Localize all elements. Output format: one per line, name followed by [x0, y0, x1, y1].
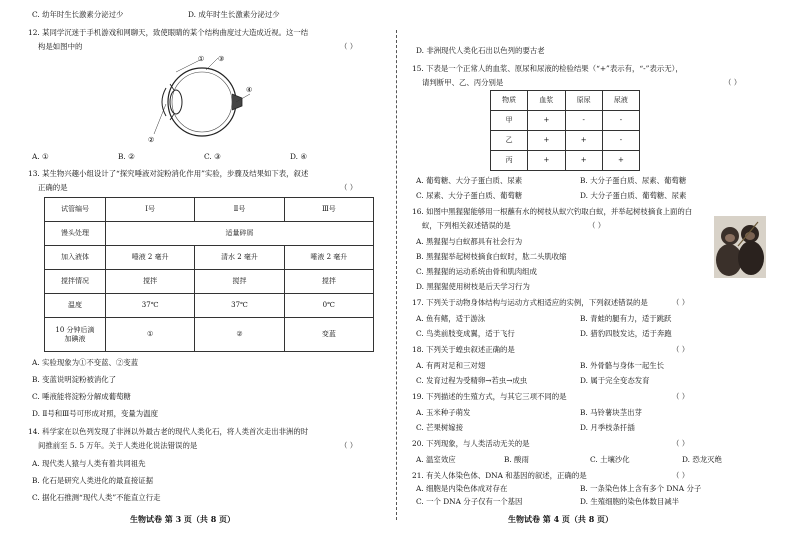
table-cell: ①: [106, 318, 195, 352]
column-divider: [396, 30, 397, 520]
table-header-cell: Ⅲ号: [284, 198, 373, 222]
table-cell: 丙: [491, 151, 528, 171]
table-cell: 馒头处理: [45, 222, 106, 246]
q18-option-d: D. 属于完全变态发育: [580, 376, 650, 385]
table-cell: +: [602, 151, 639, 171]
table-cell: 搅拌: [106, 270, 195, 294]
footer-left-page-number: 生物试卷 第 3 页（共 8 页）: [130, 514, 236, 524]
q17-option-d: D. 猎豹四肢发达，适于奔跑: [580, 329, 672, 338]
q15-option-c: C. 尿素、大分子蛋白质、葡萄糖: [416, 191, 523, 200]
q14-stem-line1: 14. 科学家在以色列发现了非洲以外最古老的现代人类化石，将人类首次走出非洲的时: [28, 427, 309, 436]
chimpanzee-photo: [714, 216, 766, 278]
eye-label-4: ④: [246, 86, 253, 94]
q13-option-c: C. 唾液能将淀粉分解成葡萄糖: [32, 392, 131, 401]
table-header-cell: 尿液: [602, 91, 639, 111]
table-cell: 0℃: [284, 294, 373, 318]
q11-option-d: D. 成年时生长激素分泌过少: [188, 10, 280, 19]
q14-stem-line2: 间推前至 5. 5 万年。关于人类进化说法错误的是: [38, 441, 198, 450]
table-header-cell: Ⅰ号: [106, 198, 195, 222]
table-cell: -: [565, 111, 602, 131]
q17-option-a: A. 鱼有鳍，适于游泳: [416, 314, 486, 323]
eye-label-3: ③: [218, 55, 225, 63]
q12-option-b: B. ②: [118, 152, 135, 161]
q20-option-d: D. 恐龙灭绝: [682, 455, 722, 464]
q12-stem-line1: 12. 某同学沉迷于手机游戏和网聊天，致使眼睛的某个结构曲度过大造成近视。这一结: [28, 28, 309, 37]
q20-option-a: A. 温室效应: [416, 455, 456, 464]
q12-option-d: D. ④: [290, 152, 307, 161]
table-cell-line: 10 分钟后滴: [55, 325, 95, 334]
q21-stem: 21. 有关人体染色体、DNA 和基因的叙述，正确的是: [412, 471, 587, 480]
q20-answer-paren: （ ）: [672, 439, 690, 448]
q18-option-a: A. 有两对足和三对翅: [416, 361, 486, 370]
eye-label-1: ①: [198, 55, 205, 63]
q17-stem: 17. 下列关于动物身体结构与运动方式相适应的实例，下列叙述错误的是: [412, 298, 648, 307]
q17-option-c: C. 鸟类前肢变成翼，适于飞行: [416, 329, 515, 338]
q12-option-c: C. ③: [204, 152, 221, 161]
table-header-cell: 原尿: [565, 91, 602, 111]
q13-option-b: B. 变蓝说明淀粉被消化了: [32, 375, 117, 384]
table-cell: 搅拌: [195, 270, 284, 294]
table-cell: +: [528, 111, 565, 131]
q13-experiment-table: [44, 197, 374, 352]
q14-answer-paren: （ ）: [340, 441, 358, 450]
table-cell: ②: [195, 318, 284, 352]
table-cell: [45, 318, 106, 352]
q16-stem-line2: 蚁，下列相关叙述错误的是: [422, 221, 511, 230]
table-cell: +: [528, 151, 565, 171]
q16-option-a: A. 黑猩猩与白蚁都具有社会行为: [416, 237, 523, 246]
table-header-cell: 物质: [491, 91, 528, 111]
q14-option-d: D. 非洲现代人类化石出以色列的要古老: [416, 46, 545, 55]
table-header-cell: 血浆: [528, 91, 565, 111]
footer-right-page-number: 生物试卷 第 4 页（共 8 页）: [508, 514, 614, 524]
table-cell: +: [565, 151, 602, 171]
table-cell: 唾液 2 毫升: [284, 246, 373, 270]
q21-option-b: B. 一条染色体上含有多个 DNA 分子: [580, 484, 702, 493]
table-cell: 清水 2 毫升: [195, 246, 284, 270]
q20-option-b: B. 酸雨: [504, 455, 529, 464]
q13-option-d: D. Ⅱ号和Ⅲ号可形成对照，变量为温度: [32, 409, 158, 418]
table-cell: 加入液体: [45, 246, 106, 270]
q21-answer-paren: （ ）: [672, 471, 690, 480]
q19-option-b: B. 马铃薯块茎出芽: [580, 408, 642, 417]
q16-option-c: C. 黑猩猩的运动系统由骨和肌肉组成: [416, 267, 537, 276]
table-cell: 37℃: [106, 294, 195, 318]
q17-option-b: B. 青蛙的腿有力，适于跳跃: [580, 314, 672, 323]
q12-answer-paren: （ ）: [340, 42, 358, 51]
table-header-cell: 试管编号: [45, 198, 106, 222]
q19-option-d: D. 月季枝条扦插: [580, 423, 635, 432]
q21-option-d: D. 生殖细胞的染色体数目减半: [580, 497, 680, 506]
eye-diagram: [146, 54, 256, 146]
q18-answer-paren: （ ）: [672, 345, 690, 354]
q16-option-d: D. 黑猩猩使用树枝是后天学习行为: [416, 282, 530, 291]
q16-stem-line1: 16. 如图中黑猩猩能够用一根蘸有水的树枝从蚁穴钓取白蚁，并举起树枝摘食上面的白: [412, 207, 693, 216]
table-cell: -: [602, 131, 639, 151]
q14-option-c: C. 据化石推测“现代人类”不能直立行走: [32, 493, 161, 502]
q13-stem-line2: 正确的是: [38, 183, 68, 192]
table-cell: 甲: [491, 111, 528, 131]
q18-option-c: C. 发育过程为受精卵→若虫→成虫: [416, 376, 528, 385]
q20-stem: 20. 下列现象，与人类活动无关的是: [412, 439, 530, 448]
q15-stem-line1: 15. 下表是一个正常人的血浆、原尿和尿液的检验结果（“+”表示有，“-”表示无），: [412, 64, 683, 73]
q15-option-d: D. 大分子蛋白质、葡萄糖、尿素: [580, 191, 687, 200]
q14-option-b: B. 化石是研究人类进化的最直接证据: [32, 476, 153, 485]
table-cell: 适量碎屑: [106, 222, 374, 246]
q13-answer-paren: （ ）: [340, 183, 358, 192]
q18-option-b: B. 外骨骼与身体一起生长: [580, 361, 665, 370]
q21-option-a: A. 细胞是内染色体成对存在: [416, 484, 508, 493]
q12-option-a: A. ①: [32, 152, 49, 161]
q11-option-c: C. 幼年时生长激素分泌过少: [32, 10, 124, 19]
table-header-cell: Ⅱ号: [195, 198, 284, 222]
table-cell: 37℃: [195, 294, 284, 318]
eye-label-2: ②: [148, 136, 155, 144]
q17-answer-paren: （ ）: [672, 298, 690, 307]
table-cell: +: [528, 131, 565, 151]
q13-option-a: A. 实验现象为①不变蓝、②变蓝: [32, 358, 139, 367]
q12-stem-line2: 构是如图中的: [38, 42, 83, 51]
q19-answer-paren: （ ）: [672, 392, 690, 401]
table-cell: 变蓝: [284, 318, 373, 352]
q14-option-a: A. 现代类人猿与人类有着共同祖先: [32, 459, 146, 468]
table-cell: 温度: [45, 294, 106, 318]
q16-option-b: B. 黑猩猩举起树枝摘食白蚁时，肱二头肌收缩: [416, 252, 567, 261]
table-cell: 唾液 2 毫升: [106, 246, 195, 270]
q15-option-b: B. 大分子蛋白质、尿素、葡萄糖: [580, 176, 687, 185]
table-cell: 搅拌情况: [45, 270, 106, 294]
q19-stem: 19. 下列描述的生殖方式，与其它三项不同的是: [412, 392, 567, 401]
q21-option-c: C. 一个 DNA 分子仅有一个基因: [416, 497, 523, 506]
q15-option-a: A. 葡萄糖、大分子蛋白质、尿素: [416, 176, 523, 185]
table-cell: 搅拌: [284, 270, 373, 294]
q16-answer-paren: （ ）: [588, 221, 606, 230]
q15-stem-line2: 请判断甲、乙、丙分别是: [422, 78, 504, 87]
q20-option-c: C. 土壤沙化: [590, 455, 630, 464]
q13-stem-line1: 13. 某生物兴趣小组设计了“探究唾液对淀粉消化作用”实验，步骤及结果如下表，叙述: [28, 169, 309, 178]
q18-stem: 18. 下列关于蝗虫叙述正确的是: [412, 345, 515, 354]
table-cell: -: [602, 111, 639, 131]
table-cell: +: [565, 131, 602, 151]
q19-option-c: C. 芒果树嫁接: [416, 423, 464, 432]
table-cell: 乙: [491, 131, 528, 151]
q15-urine-table: [490, 90, 640, 171]
q19-option-a: A. 玉米种子萌发: [416, 408, 471, 417]
table-cell-line: 加碘液: [64, 334, 86, 343]
q15-answer-paren: （ ）: [724, 78, 742, 87]
